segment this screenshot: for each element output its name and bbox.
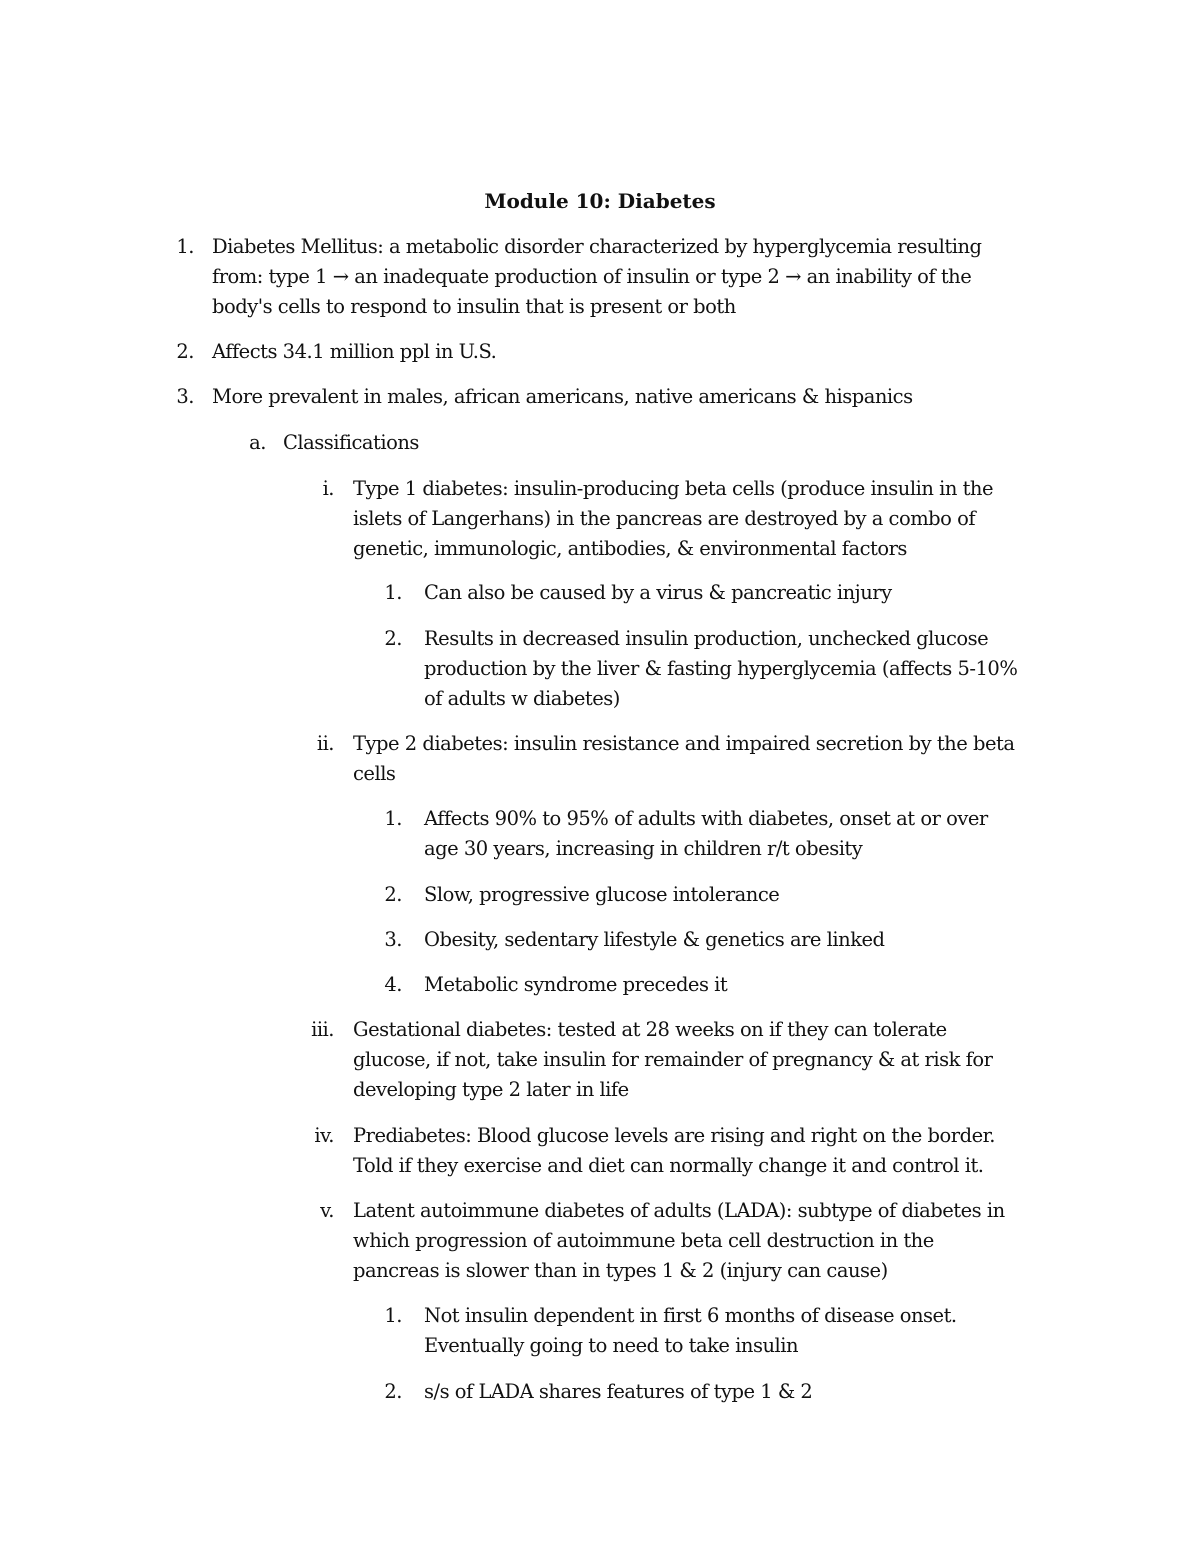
list-item-text: Slow, progressive glucose intolerance xyxy=(424,883,780,906)
list-marker: iii. xyxy=(311,1018,334,1041)
list-item-text: Obesity, sedentary lifestyle & genetics are linked xyxy=(424,928,885,951)
list-item-text: More prevalent in males, african americans, native americans & hispanics xyxy=(212,385,913,408)
document-title: Module 10: Diabetes xyxy=(484,189,716,213)
list-marker: 1. xyxy=(176,235,194,258)
list-item-text: Diabetes Mellitus: a metabolic disorder characterized by hyperglycemia resulting from: type 1 → an inadequate production of insulin or type 2 → an inability of the body's cells to respond to insulin that is present or both xyxy=(212,235,982,318)
list-marker: 2. xyxy=(176,340,194,363)
list-marker: 1. xyxy=(384,1304,402,1327)
list-marker: ii. xyxy=(316,732,334,755)
list-marker: iv. xyxy=(314,1124,334,1147)
list-item-text: Type 1 diabetes: insulin-producing beta cells (produce insulin in the islets of Langerhans) in the pancreas are destroyed by a combo of genetic, immunologic, antibodies, & environmental factors xyxy=(353,477,994,560)
list-item-text: Gestational diabetes: tested at 28 weeks on if they can tolerate glucose, if not, take insulin for remainder of pregnancy & at risk for developing type 2 later in life xyxy=(353,1018,993,1101)
list-marker: 1. xyxy=(384,807,402,830)
list-item-text: Affects 90% to 95% of adults with diabetes, onset at or over age 30 years, increasing in children r/t obesity xyxy=(424,807,988,860)
list-marker: 1. xyxy=(384,581,402,604)
list-marker: 2. xyxy=(384,1380,402,1403)
list-item-text: Latent autoimmune diabetes of adults (LADA): subtype of diabetes in which progression of autoimmune beta cell destruction in the pancreas is slower than in types 1 & 2 (injury can cause) xyxy=(353,1199,1005,1282)
list-item-text: Type 2 diabetes: insulin resistance and impaired secretion by the beta cells xyxy=(353,732,1015,785)
list-marker: 2. xyxy=(384,627,402,650)
list-item-text: Metabolic syndrome precedes it xyxy=(424,973,728,996)
list-item-text: s/s of LADA shares features of type 1 & 2 xyxy=(424,1380,813,1403)
list-marker: 2. xyxy=(384,883,402,906)
list-marker: i. xyxy=(322,477,334,500)
list-marker: v. xyxy=(320,1199,334,1222)
list-marker: 3. xyxy=(384,928,402,951)
list-item-text: Can also be caused by a virus & pancreatic injury xyxy=(424,581,892,604)
list-item-text: Classifications xyxy=(283,431,419,454)
list-marker: 3. xyxy=(176,385,194,408)
list-marker: a. xyxy=(249,431,266,454)
list-item-text: Results in decreased insulin production, unchecked glucose production by the liver & fasting hyperglycemia (affects 5-10% of adults w diabetes) xyxy=(424,627,1018,710)
list-marker: 4. xyxy=(384,973,402,996)
list-item-text: Prediabetes: Blood glucose levels are rising and right on the border. Told if they exercise and diet can normally change it and control it. xyxy=(353,1124,995,1177)
list-item-text: Not insulin dependent in first 6 months of disease onset. Eventually going to need to take insulin xyxy=(424,1304,957,1357)
list-item-text: Affects 34.1 million ppl in U.S. xyxy=(212,340,497,363)
